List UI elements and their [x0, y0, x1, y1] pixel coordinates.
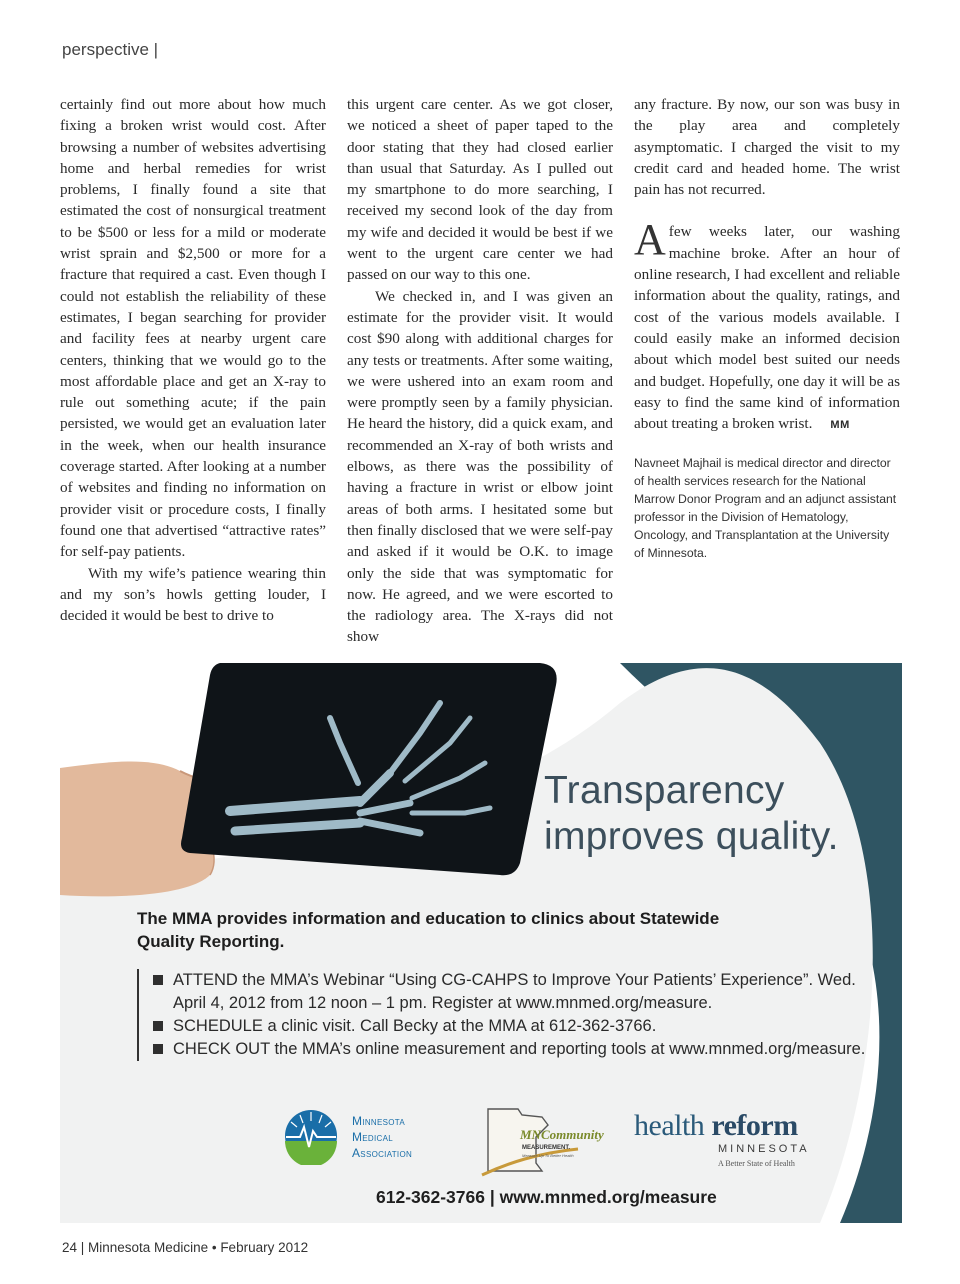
drop-cap: A [634, 215, 666, 265]
mma-line-2: Medical [352, 1130, 393, 1144]
article-paragraph-dropcap [634, 215, 900, 436]
ad-headline-line-2: improves quality. [544, 815, 839, 858]
mma-emblem-icon [278, 1107, 344, 1165]
hr-health-text: health [634, 1109, 705, 1142]
dropcap-paragraph-text: few weeks later, our washing machine broke. After an hour of online research, I had excellent and reliable information about the quality, ratings, and cost of the various models available. I could easily make an informed decision about which model best suited our needs and budget. Hopefully, one day it will be as easy to find the same kind of information about treating a broken wrist. [634, 223, 900, 433]
article-column-1 [60, 94, 326, 626]
ad-bullet-text: CHECK OUT the MMA’s online measurement and reporting tools at www.mnmed.org/measure. [173, 1040, 866, 1058]
page-footer: 24 | Minnesota Medicine • February 2012 [62, 1240, 309, 1255]
article-column-3 [634, 94, 900, 562]
mma-line-3: Association [352, 1146, 413, 1160]
ad-bullet-item [153, 1038, 873, 1061]
ad-contact-line: 612-362-3766 | www.mnmed.org/measure [376, 1187, 717, 1207]
advertisement [60, 663, 902, 1223]
square-bullet-icon [153, 1021, 163, 1031]
author-signature: MM [830, 419, 850, 432]
xray-film [181, 663, 557, 875]
ad-intro: The MMA provides information and education to clinics about Statewide Quality Reporting. [137, 909, 720, 951]
ad-bullet-text: SCHEDULE a clinic visit. Call Becky at the MMA at 612-362-3766. [173, 1017, 657, 1035]
square-bullet-icon [153, 975, 163, 985]
section-label: perspective | [62, 40, 159, 59]
article-column-2 [347, 94, 613, 648]
mma-logo [278, 1107, 438, 1167]
square-bullet-icon [153, 1044, 163, 1054]
hr-tagline: A Better State of Health [718, 1159, 795, 1168]
article-paragraph: We checked in, and I was given an estimate for the provider visit. It would cost $90 along with additional charges for any tests or treatments. After some waiting, we were ushered into an exam room and were promptly seen by a family physician. He heard the history, did a quick exam, and recommended an X-ray of both wrists and elbows, as there was the possibility of having a fracture in wrist or elbow joint areas of both arms. I hesitated some but then finally disclosed that we were self-pay and asked if it would be O.K. to image only the side that was symptomatic for now. He agreed, and we were escorted to the radiology area. The X-rays did not show [347, 287, 613, 646]
minnesota-map-icon [478, 1103, 608, 1181]
ad-bullet-text: ATTEND the MMA’s Webinar “Using CG-CAHPS to Improve Your Patients’ Experience”. Wed. April 4, 2012 from 12 noon – 1 pm. Register at www.mnmed.org/measure. [173, 971, 856, 1012]
article-paragraph: With my wife’s patience wearing thin and my son’s howls getting louder, I decided it would be best to drive to [60, 564, 326, 625]
article-paragraph: this urgent care center. As we got closer, we noticed a sheet of paper taped to the door stating that they had closed earlier than usual that Saturday. As I pulled out my smartphone to do more searching, I received my second look of the day from my wife and decided it would be best if we went to the urgent care center we had passed on our way to this one. [347, 96, 613, 284]
article-body [60, 94, 900, 646]
mnc-tag-text: Measure Up To Better Health [522, 1153, 574, 1158]
article-paragraph: certainly find out more about how much fixing a broken wrist would cost. After browsing a number of websites advertising home and herbal remedies for wrist problems, I finally found a site that estimated the cost of nonsurgical treatment to be $500 or less for a mild or moderate wrist sprain and $2,500 or more for a fracture that required a cast. Even though I could not establish the reliability of these estimates, I began searching for provider and facility fees at nearby urgent care centers, thinking that we would go to the most affordable place and get an X-ray to rule out something acute; if the pain persisted, we would get an evaluation later in the week, when our health insurance coverage started. After looking at a number of websites and finding no information on provider visit or procedure costs, I finally found one that advertised “attractive rates” for self-pay patients. [60, 96, 326, 561]
ad-bullet-item [153, 1015, 873, 1038]
author-bio: Navneet Majhail is medical director and director of health services research for the National Marrow Donor Program and an adjunct assistant professor in the Division of Hematology, Oncology, and Transplantation at the University of Minnesota. [634, 456, 897, 561]
ad-bullet-item [153, 969, 873, 1015]
mnc-name-text: MNCommunity [520, 1127, 604, 1142]
mn-community-measurement-logo [478, 1103, 608, 1181]
hr-reform-text: reform [711, 1109, 798, 1142]
health-reform-logo [634, 1109, 814, 1169]
ad-headline [544, 768, 839, 860]
article-paragraph: any fracture. By now, our son was busy in the play area and completely asymptomatic. I charged the visit to my credit card and headed home. The wrist pain has not recurred. [634, 96, 900, 199]
mma-wordmark [352, 1113, 412, 1161]
mma-line-1: Minnesota [352, 1114, 405, 1128]
hr-state-text: MINNESOTA [718, 1143, 810, 1155]
health-reform-wordmark [634, 1109, 798, 1143]
mnc-sub-text: MEASUREMENT. [522, 1145, 571, 1151]
ad-bullet-list [137, 969, 873, 1061]
ad-headline-line-1: Transparency [544, 769, 785, 812]
